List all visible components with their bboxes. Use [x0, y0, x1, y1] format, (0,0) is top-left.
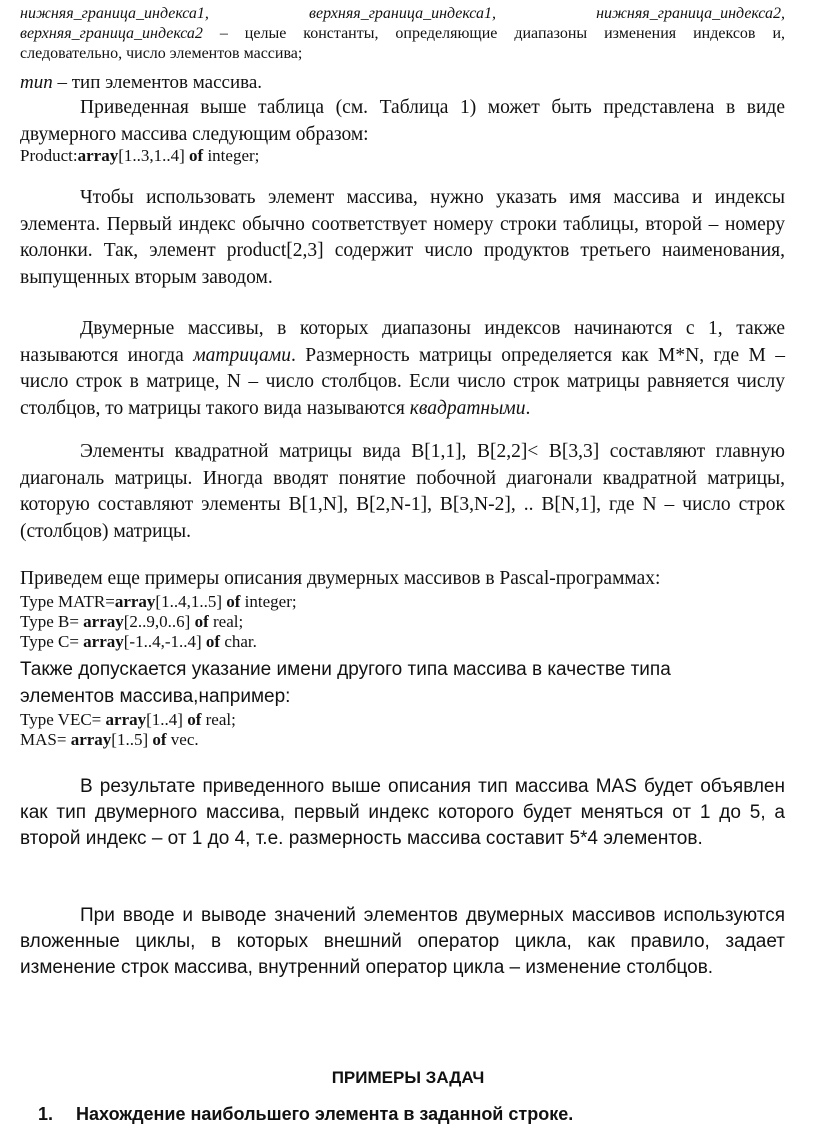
code-text: Product: [20, 146, 78, 165]
intro-desc-line [20, 24, 785, 64]
code-product [20, 146, 785, 166]
type-line [20, 72, 785, 94]
text: . [525, 397, 531, 419]
task-title: Нахождение наибольшего элемента в заданной строке. [76, 1104, 574, 1124]
var-upper-bound-2: верхняя_граница_индекса2 [20, 25, 203, 42]
paragraph-mas-result: В результате приведенного выше описания тип массива MAS будет объявлен как тип двумерного массива, первый индекс которого будет меняться от 1 до 5, а второй индекс – от 1 до 4, т.е. размерность массива составит 5*4 элементов. [20, 776, 785, 849]
type-desc: – тип элементов массива. [52, 72, 263, 93]
code-line: Type MATR=array[1..4,1..5] of integer; [20, 592, 297, 611]
code-keyword: of [189, 146, 204, 165]
section-title: ПРИМЕРЫ ЗАДАЧ [331, 1068, 485, 1087]
code-text: [1..3,1..4] [118, 146, 190, 165]
code-line: Type VEC= array[1..4] of real; [20, 710, 236, 729]
code-text: integer; [203, 146, 260, 165]
task-item [38, 1104, 573, 1125]
intro-var-line [20, 4, 785, 24]
term-matrices: матрицами [193, 344, 291, 366]
paragraph-matrices [20, 316, 785, 422]
task-number: 1. [38, 1104, 54, 1124]
code-examples-2 [20, 710, 785, 750]
code-examples [20, 592, 785, 652]
var-upper-bound-1: верхняя_граница_индекса1, [309, 5, 496, 22]
code-line: MAS= array[1..5] of vec. [20, 730, 199, 749]
code-keyword: array [77, 146, 119, 165]
term-square: квадратными [409, 397, 526, 419]
examples-intro: Приведем еще примеры описания двумерных массивов в Pascal-программах: [20, 568, 661, 589]
type-word: тип [20, 72, 53, 93]
paragraph-nested-loops: При вводе и выводе значений элементов двумерных массивов используются вложенные циклы, в которых внешний оператор цикла, как правило, задает изменение строк массива, внутренний оператор цикла – изменение столбцов. [20, 905, 785, 978]
intro-definition [20, 4, 785, 64]
also-allowed-text: Также допускается указание имени другого типа массива в качестве типа элементов массива,например: [20, 659, 671, 707]
code-line: Type B= array[2..9,0..6] of real; [20, 612, 244, 631]
text: Двумерные массивы, в которых диапазоны индексов начинаются с 1, также называются иногда [20, 318, 785, 366]
code-line: Type C= array[-1..4,-1..4] of char. [20, 632, 257, 651]
var-lower-bound-1: нижняя_граница_индекса1, [20, 5, 209, 22]
var-lower-bound-2: нижняя_граница_индекса2, [596, 5, 785, 22]
intro-desc: – целые константы, определяющие диапазоны изменения индексов и, следовательно, число элементов массива; [20, 25, 785, 62]
text: . Размерность матрицы определяется как M*N, где M – число строк в матрице, N – число столбцов. Если число строк матрицы равняется числу столбцов, то матрицы такого вида называются [20, 344, 785, 419]
paragraph-diagonals: Элементы квадратной матрицы вида B[1,1], B[2,2]< B[3,3] составляют главную диагональ матрицы. Иногда вводят понятие побочной диагонали квадратной матрицы, которую составляют элементы B[1,N], B[2,N-1], B[3,N-2], .. B[N,1], где N – число строк (столбцов) матрицы. [20, 441, 785, 542]
paragraph-table-as-array: Приведенная выше таблица (см. Таблица 1) может быть представлена в виде двумерного массива следующим образом: [20, 97, 785, 145]
paragraph-element-access: Чтобы использовать элемент массива, нужно указать имя массива и индексы элемента. Первый индекс обычно соответствует номеру строки таблицы, второй – номеру колонки. Так, элемент product[2,3] содержит число продуктов третьего наименования, выпущенных вторым заводом. [20, 187, 785, 288]
